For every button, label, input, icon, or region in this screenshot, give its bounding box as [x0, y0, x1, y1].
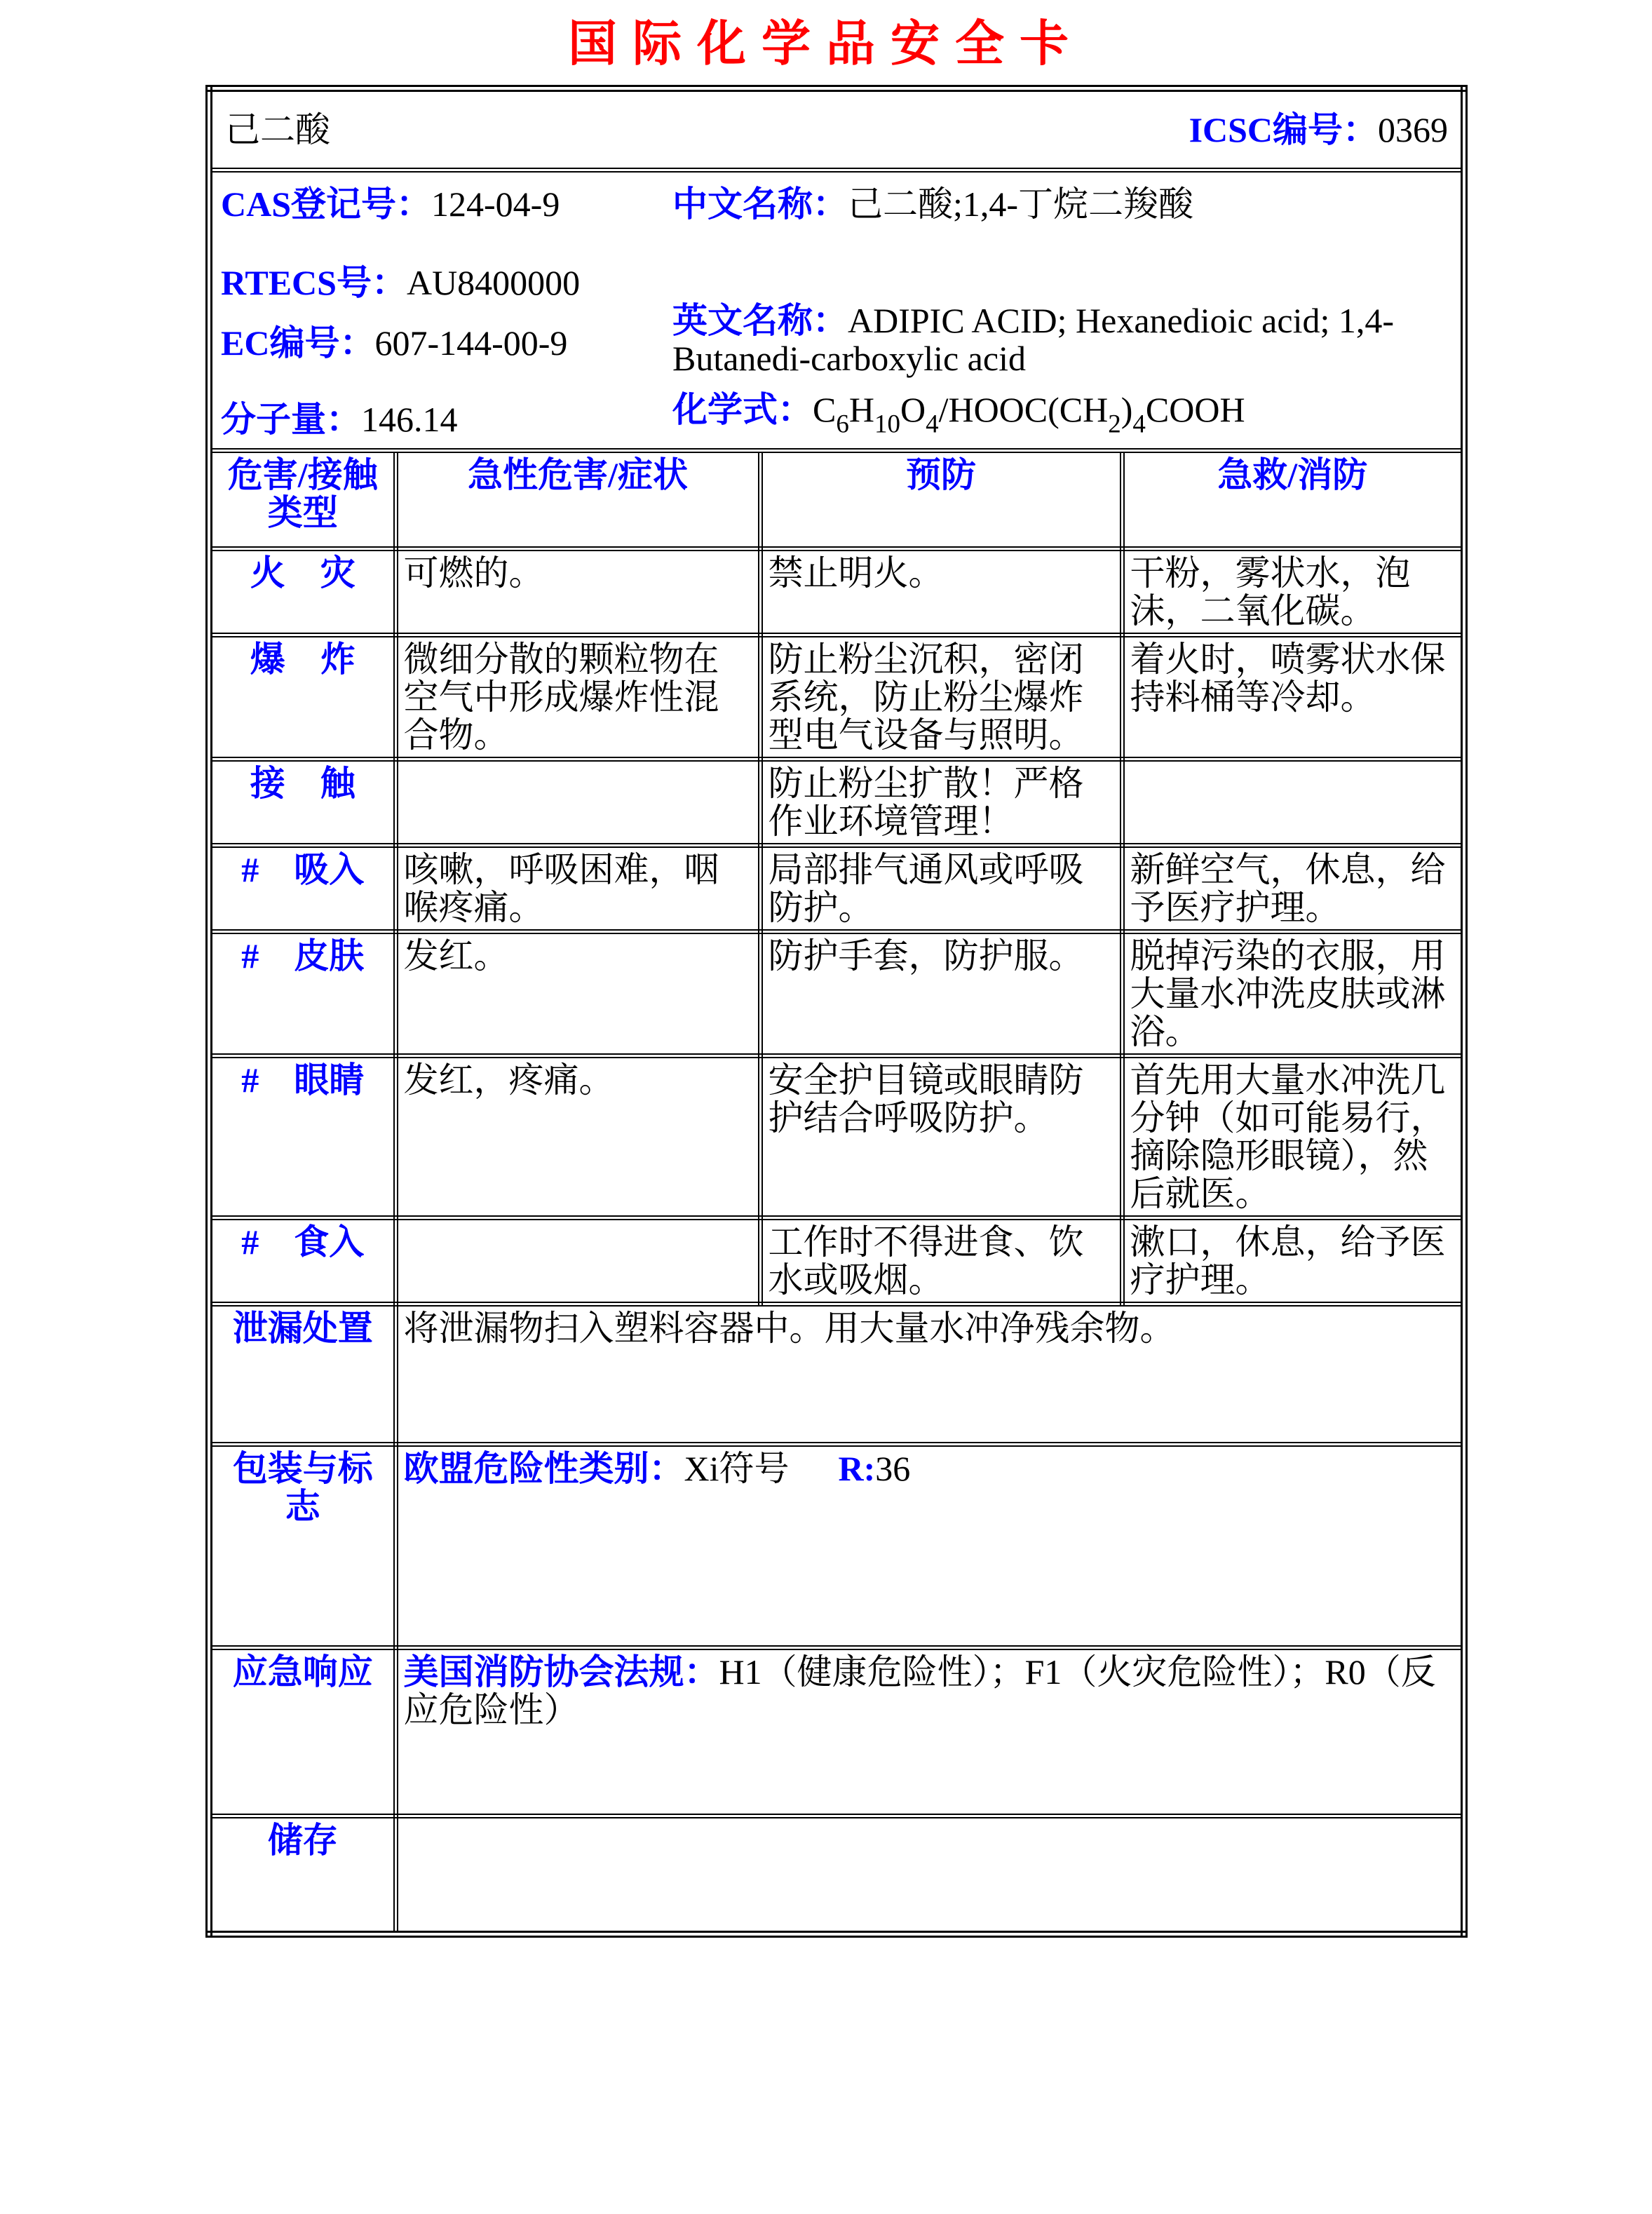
row-inhalation-prevention: 局部排气通风或呼吸防护。	[760, 846, 1122, 932]
row-ingestion-response: 漱口，休息，给予医疗护理。	[1122, 1218, 1464, 1304]
row-explosion-symptoms: 微细分散的颗粒物在空气中形成爆炸性混合物。	[395, 635, 760, 760]
row-storage-label: 储存	[209, 1816, 395, 1934]
rtecs-number	[221, 264, 670, 302]
row-ingestion-symptoms	[395, 1218, 760, 1304]
row-storage	[209, 1816, 1464, 1934]
molecular-weight	[221, 400, 670, 438]
row-explosion	[209, 635, 1464, 760]
row-skin-label: # 皮肤	[209, 932, 395, 1056]
row-ingestion	[209, 1218, 1464, 1304]
row-ingestion-label: # 食入	[209, 1218, 395, 1304]
english-name-label: 英文名称：	[672, 301, 848, 340]
header-symptoms: 急性危害/症状	[395, 451, 760, 549]
row-eyes-label: # 眼睛	[209, 1056, 395, 1218]
nfpa-label: 美国消防协会法规：	[403, 1652, 719, 1692]
row-skin-prevention: 防护手套，防护服。	[760, 932, 1122, 1056]
row-spill-label: 泄漏处置	[209, 1304, 395, 1445]
header-hazard-type	[209, 451, 395, 549]
identifiers-left-column	[218, 175, 670, 445]
row-skin-response: 脱掉污染的衣服，用大量水冲洗皮肤或淋浴。	[1122, 932, 1464, 1056]
chinese-name-label: 中文名称：	[672, 184, 848, 224]
icsc-card-table	[205, 85, 1468, 1938]
row-fire-symptoms: 可燃的。	[395, 549, 760, 635]
eu-hazard-class-value: Xi符号	[684, 1449, 790, 1488]
eu-hazard-class-label: 欧盟危险性类别：	[403, 1449, 684, 1488]
row-inhalation-symptoms: 咳嗽，呼吸困难，咽喉疼痛。	[395, 846, 760, 932]
row-storage-content	[395, 1816, 1464, 1934]
ec-value: 607-144-00-9	[374, 323, 568, 363]
english-name	[672, 302, 1455, 377]
row-packaging	[209, 1445, 1464, 1648]
row-contact-symptoms	[395, 760, 760, 846]
row-spill-content: 将泄漏物扫入塑料容器中。用大量水冲净残余物。	[395, 1304, 1464, 1445]
hazard-header-row	[209, 451, 1464, 549]
header-prevention: 预防	[760, 451, 1122, 549]
chinese-name	[672, 185, 1455, 223]
row-explosion-label: 爆 炸	[209, 635, 395, 760]
row-contact-label: 接 触	[209, 760, 395, 846]
icsc-number	[1189, 111, 1448, 149]
row-eyes-prevention: 安全护目镜或眼睛防护结合呼吸防护。	[760, 1056, 1122, 1218]
row-emergency-label: 应急响应	[209, 1648, 395, 1816]
row-explosion-prevention: 防止粉尘沉积，密闭系统，防止粉尘爆炸型电气设备与照明。	[760, 635, 1122, 760]
english-name-value: ADIPIC ACID; Hexanedioic acid; 1,4-Butanedi-carboxylic acid	[672, 301, 1395, 378]
header-hazard-type-line1: 危害/接触	[227, 455, 378, 494]
row-contact	[209, 760, 1464, 846]
header-hazard-type-line2: 类型	[267, 493, 338, 532]
row-inhalation-response: 新鲜空气，休息，给予医疗护理。	[1122, 846, 1464, 932]
row-emergency-content	[395, 1648, 1464, 1816]
chemical-formula-value: $C_6H_{10}O_4/HOOC(CH_2)_4COOH$	[813, 389, 1245, 439]
row-packaging-label: 包装与标志	[209, 1445, 395, 1648]
name-row	[209, 88, 1464, 170]
row-fire-label: 火 灾	[209, 549, 395, 635]
ec-label: EC编号：	[221, 323, 375, 363]
header-response: 急救/消防	[1122, 451, 1464, 549]
rtecs-value: AU8400000	[406, 263, 581, 302]
row-inhalation-label: # 吸入	[209, 846, 395, 932]
chemical-formula-label: 化学式：	[672, 389, 813, 429]
row-eyes-symptoms: 发红，疼痛。	[395, 1056, 760, 1218]
identifiers-row	[209, 170, 1464, 451]
chemical-formula	[672, 391, 1455, 438]
icsc-number-value: 0369	[1378, 110, 1449, 149]
identifiers-right-column	[670, 175, 1455, 445]
ec-number	[221, 324, 670, 362]
row-skin-symptoms: 发红。	[395, 932, 760, 1056]
row-spill	[209, 1304, 1464, 1445]
icsc-number-label: ICSC编号：	[1189, 110, 1379, 149]
chemical-name: 己二酸	[225, 110, 330, 149]
row-fire-response: 干粉，雾状水，泡沫，二氧化碳。	[1122, 549, 1464, 635]
cas-label: CAS登记号：	[221, 184, 432, 224]
rtecs-label: RTECS号：	[221, 263, 407, 302]
row-contact-response	[1122, 760, 1464, 846]
chinese-name-value: 己二酸;1,4-丁烷二羧酸	[848, 184, 1194, 224]
row-inhalation	[209, 846, 1464, 932]
molecular-weight-label: 分子量：	[221, 400, 361, 439]
page-title: 国际化学品安全卡	[568, 16, 1084, 71]
row-skin	[209, 932, 1464, 1056]
molecular-weight-value: 146.14	[361, 400, 458, 439]
row-fire	[209, 549, 1464, 635]
row-contact-prevention: 防止粉尘扩散！严格作业环境管理！	[760, 760, 1122, 846]
row-fire-prevention: 禁止明火。	[760, 549, 1122, 635]
cas-value: 124-04-9	[431, 184, 560, 224]
cas-number	[221, 185, 670, 223]
row-ingestion-prevention: 工作时不得进食、饮水或吸烟。	[760, 1218, 1122, 1304]
row-explosion-response: 着火时，喷雾状水保持料桶等冷却。	[1122, 635, 1464, 760]
r-phrase-value: 36	[875, 1449, 911, 1488]
row-eyes	[209, 1056, 1464, 1218]
row-packaging-content	[395, 1445, 1464, 1648]
nfpa-value: H1（健康危险性）；F1（火灾危险性）；R0（反应危险性）	[403, 1652, 1436, 1729]
row-emergency	[209, 1648, 1464, 1816]
row-eyes-response: 首先用大量水冲洗几分钟（如可能易行，摘除隐形眼镜），然后就医。	[1122, 1056, 1464, 1218]
r-phrase-label: R:	[838, 1449, 876, 1488]
